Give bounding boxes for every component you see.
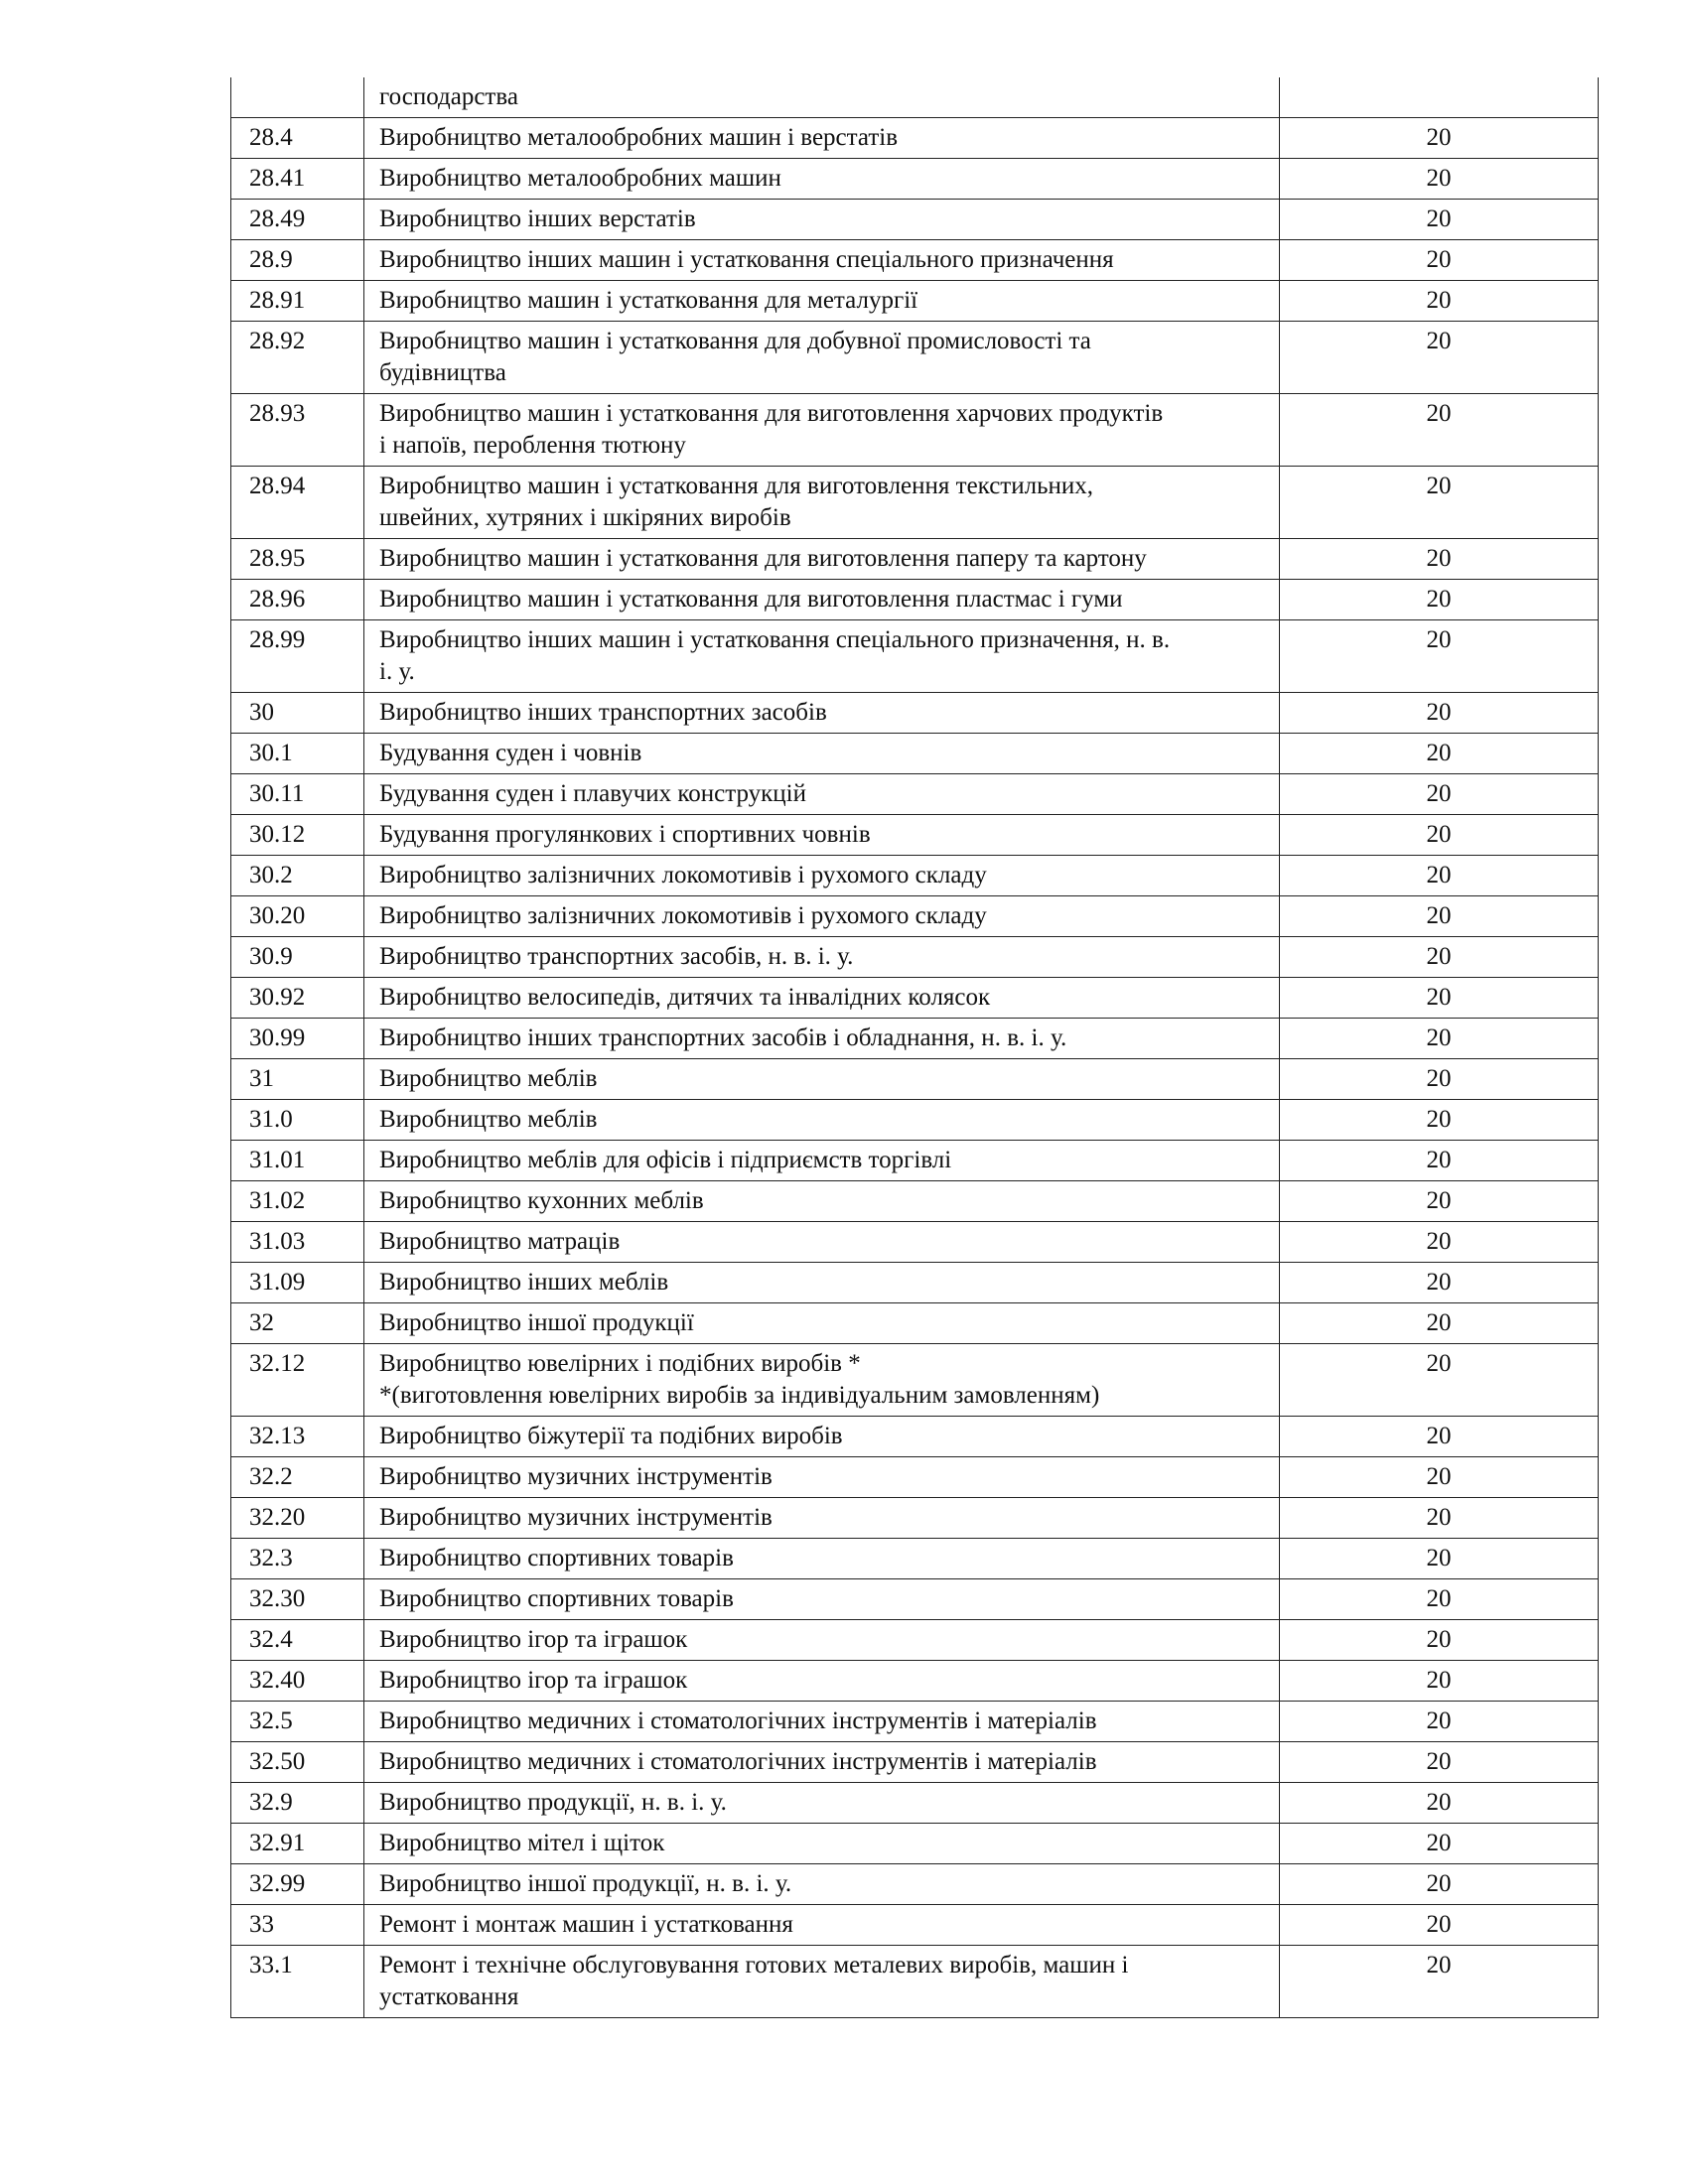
code-cell: 32.3 bbox=[231, 1539, 364, 1579]
code-cell: 31 bbox=[231, 1059, 364, 1100]
activity-name-cell bbox=[364, 1303, 1280, 1344]
rate-cell: 20 bbox=[1280, 1303, 1599, 1344]
code-cell: 30.99 bbox=[231, 1019, 364, 1059]
activity-name-line: Виробництво біжутерії та подібних виробів bbox=[379, 1423, 843, 1449]
table-row bbox=[231, 200, 1599, 240]
activity-name-line: Виробництво машин і устатковання для металургії bbox=[379, 287, 918, 314]
code-cell: 32.50 bbox=[231, 1742, 364, 1783]
activity-name-line: будівництва bbox=[379, 359, 506, 386]
rate-cell: 20 bbox=[1280, 1222, 1599, 1263]
rate-cell: 20 bbox=[1280, 1783, 1599, 1824]
table-row bbox=[231, 159, 1599, 200]
rate-cell: 20 bbox=[1280, 1946, 1599, 2018]
activity-name-line: Виробництво медичних і стоматологічних інструментів і матеріалів bbox=[379, 1748, 1097, 1775]
code-cell: 31.01 bbox=[231, 1141, 364, 1181]
activity-name-cell bbox=[364, 937, 1280, 978]
code-cell: 31.02 bbox=[231, 1181, 364, 1222]
activity-name-line: Виробництво меблів bbox=[379, 1106, 598, 1133]
rate-cell: 20 bbox=[1280, 937, 1599, 978]
code-cell bbox=[231, 77, 364, 118]
table-row bbox=[231, 1019, 1599, 1059]
code-cell: 28.49 bbox=[231, 200, 364, 240]
rate-cell: 20 bbox=[1280, 159, 1599, 200]
table-row bbox=[231, 1457, 1599, 1498]
rate-cell: 20 bbox=[1280, 1620, 1599, 1661]
code-cell: 28.93 bbox=[231, 394, 364, 467]
code-cell: 30.1 bbox=[231, 734, 364, 774]
activity-name-cell bbox=[364, 1344, 1280, 1417]
activity-name-line: швейних, хутряних і шкіряних виробів bbox=[379, 504, 791, 531]
activity-name-cell bbox=[364, 856, 1280, 896]
code-cell: 28.95 bbox=[231, 539, 364, 580]
activity-name-line: Будування суден і човнів bbox=[379, 740, 642, 766]
code-cell: 28.41 bbox=[231, 159, 364, 200]
activity-name-cell bbox=[364, 159, 1280, 200]
code-cell: 30.2 bbox=[231, 856, 364, 896]
table-row bbox=[231, 856, 1599, 896]
table-row bbox=[231, 1824, 1599, 1864]
code-cell: 28.96 bbox=[231, 580, 364, 620]
activity-name-cell bbox=[364, 1783, 1280, 1824]
activity-name-line: Виробництво ювелірних і подібних виробів * bbox=[379, 1350, 861, 1377]
activity-name-cell bbox=[364, 1539, 1280, 1579]
activity-name-cell bbox=[364, 978, 1280, 1019]
rate-cell: 20 bbox=[1280, 1824, 1599, 1864]
table-row bbox=[231, 1661, 1599, 1702]
rate-cell: 20 bbox=[1280, 896, 1599, 937]
rate-cell: 20 bbox=[1280, 1181, 1599, 1222]
table-row bbox=[231, 118, 1599, 159]
activity-name-cell bbox=[364, 620, 1280, 693]
activity-name-cell bbox=[364, 539, 1280, 580]
table-body bbox=[231, 77, 1599, 2018]
activity-name-line: Ремонт і монтаж машин і устатковання bbox=[379, 1911, 793, 1938]
table-row bbox=[231, 1864, 1599, 1905]
table-row bbox=[231, 394, 1599, 467]
table-row bbox=[231, 734, 1599, 774]
activity-name-cell bbox=[364, 1620, 1280, 1661]
code-cell: 31.0 bbox=[231, 1100, 364, 1141]
code-cell: 32.13 bbox=[231, 1417, 364, 1457]
activity-name-cell bbox=[364, 118, 1280, 159]
activity-name-line: Виробництво спортивних товарів bbox=[379, 1585, 734, 1612]
code-cell: 33 bbox=[231, 1905, 364, 1946]
table-row bbox=[231, 1742, 1599, 1783]
rate-cell: 20 bbox=[1280, 734, 1599, 774]
activity-name-cell bbox=[364, 1100, 1280, 1141]
activity-name-cell bbox=[364, 1263, 1280, 1303]
rate-cell: 20 bbox=[1280, 856, 1599, 896]
rate-cell: 20 bbox=[1280, 1579, 1599, 1620]
activity-name-cell: господарства bbox=[364, 77, 1280, 118]
activity-name-line: Виробництво інших транспортних засобів bbox=[379, 699, 827, 726]
activity-name-line: Виробництво машин і устатковання для виготовлення харчових продуктів bbox=[379, 400, 1164, 427]
table-row bbox=[231, 1181, 1599, 1222]
table-row bbox=[231, 539, 1599, 580]
table-row bbox=[231, 1498, 1599, 1539]
code-cell: 32.20 bbox=[231, 1498, 364, 1539]
table-row bbox=[231, 815, 1599, 856]
activity-name-line: Виробництво машин і устатковання для виготовлення паперу та картону bbox=[379, 545, 1147, 572]
table-row bbox=[231, 1222, 1599, 1263]
code-cell: 32.5 bbox=[231, 1702, 364, 1742]
table-row bbox=[231, 322, 1599, 394]
rate-cell: 20 bbox=[1280, 1457, 1599, 1498]
activity-name-cell bbox=[364, 580, 1280, 620]
rate-cell: 20 bbox=[1280, 1100, 1599, 1141]
activity-name-cell bbox=[364, 1417, 1280, 1457]
rate-cell: 20 bbox=[1280, 1344, 1599, 1417]
rate-cell: 20 bbox=[1280, 467, 1599, 539]
activity-name-line: Виробництво машин і устатковання для добувної промисловості та bbox=[379, 328, 1091, 354]
code-cell: 28.9 bbox=[231, 240, 364, 281]
activity-name-line: і напоїв, пероблення тютюну bbox=[379, 432, 686, 459]
activity-name-line: Виробництво медичних і стоматологічних інструментів і матеріалів bbox=[379, 1707, 1097, 1734]
activity-name-cell bbox=[364, 1946, 1280, 2018]
rate-cell: 20 bbox=[1280, 1059, 1599, 1100]
rate-cell: 20 bbox=[1280, 322, 1599, 394]
activity-name-line: Виробництво ігор та іграшок bbox=[379, 1667, 688, 1694]
table-row bbox=[231, 978, 1599, 1019]
activity-rates-table bbox=[230, 77, 1599, 2018]
activity-name-cell bbox=[364, 281, 1280, 322]
activity-name-line: Виробництво інших верстатів bbox=[379, 205, 696, 232]
activity-name-line: Виробництво матраців bbox=[379, 1228, 621, 1255]
table-row bbox=[231, 1620, 1599, 1661]
rate-cell: 20 bbox=[1280, 1141, 1599, 1181]
code-cell: 28.91 bbox=[231, 281, 364, 322]
activity-name-line: Будування суден і плавучих конструкцій bbox=[379, 780, 806, 807]
activity-name-line: Виробництво інших машин і устатковання спеціального призначення, н. в. bbox=[379, 626, 1171, 653]
activity-name-line: Виробництво іншої продукції, н. в. і. у. bbox=[379, 1870, 792, 1897]
activity-name-cell bbox=[364, 774, 1280, 815]
activity-name-cell bbox=[364, 1141, 1280, 1181]
rate-cell: 20 bbox=[1280, 200, 1599, 240]
rate-cell: 20 bbox=[1280, 1742, 1599, 1783]
table-row bbox=[231, 896, 1599, 937]
rate-cell: 20 bbox=[1280, 774, 1599, 815]
table-row bbox=[231, 1344, 1599, 1417]
activity-name-line: Виробництво мітел і щіток bbox=[379, 1830, 665, 1856]
activity-name-line: Виробництво ігор та іграшок bbox=[379, 1626, 688, 1653]
code-cell: 31.03 bbox=[231, 1222, 364, 1263]
table-row bbox=[231, 937, 1599, 978]
activity-name-cell bbox=[364, 1019, 1280, 1059]
code-cell: 30.9 bbox=[231, 937, 364, 978]
document-page bbox=[230, 77, 1594, 2018]
table-row bbox=[231, 1303, 1599, 1344]
table-row bbox=[231, 774, 1599, 815]
code-cell: 28.94 bbox=[231, 467, 364, 539]
activity-name-line: Ремонт і технічне обслуговування готових металевих виробів, машин і bbox=[379, 1952, 1129, 1979]
table-row bbox=[231, 467, 1599, 539]
code-cell: 32.40 bbox=[231, 1661, 364, 1702]
activity-name-line: Виробництво залізничних локомотивів і рухомого складу bbox=[379, 902, 987, 929]
rate-cell: 20 bbox=[1280, 978, 1599, 1019]
activity-name-line: Виробництво металообробних машин і верстатів bbox=[379, 124, 899, 151]
activity-name-line: Виробництво велосипедів, дитячих та інвалідних колясок bbox=[379, 984, 991, 1011]
activity-name-line: Виробництво машин і устатковання для виготовлення пластмас і гуми bbox=[379, 586, 1123, 613]
table-row bbox=[231, 1263, 1599, 1303]
code-cell: 32.12 bbox=[231, 1344, 364, 1417]
table-row bbox=[231, 1059, 1599, 1100]
code-cell: 30.92 bbox=[231, 978, 364, 1019]
activity-name-cell bbox=[364, 200, 1280, 240]
activity-name-line: Будування прогулянкових і спортивних човнів bbox=[379, 821, 871, 848]
activity-name-cell bbox=[364, 1181, 1280, 1222]
rate-cell: 20 bbox=[1280, 1905, 1599, 1946]
activity-name-cell bbox=[364, 734, 1280, 774]
table-row bbox=[231, 1905, 1599, 1946]
activity-name-cell bbox=[364, 1661, 1280, 1702]
code-cell: 31.09 bbox=[231, 1263, 364, 1303]
activity-name-line: Виробництво інших меблів bbox=[379, 1269, 669, 1296]
code-cell: 32.2 bbox=[231, 1457, 364, 1498]
rate-cell: 20 bbox=[1280, 1263, 1599, 1303]
activity-name-cell bbox=[364, 240, 1280, 281]
activity-name-cell bbox=[364, 1864, 1280, 1905]
activity-name-cell bbox=[364, 693, 1280, 734]
table-row bbox=[231, 693, 1599, 734]
code-cell: 28.99 bbox=[231, 620, 364, 693]
activity-name-line: Виробництво меблів bbox=[379, 1065, 598, 1092]
activity-name-line: Виробництво інших транспортних засобів і обладнання, н. в. і. у. bbox=[379, 1024, 1067, 1051]
code-cell: 32.4 bbox=[231, 1620, 364, 1661]
activity-name-line: Виробництво продукції, н. в. і. у. bbox=[379, 1789, 727, 1816]
code-cell: 32.30 bbox=[231, 1579, 364, 1620]
rate-cell: 20 bbox=[1280, 1661, 1599, 1702]
table-row bbox=[231, 240, 1599, 281]
table-row bbox=[231, 1783, 1599, 1824]
table-row bbox=[231, 580, 1599, 620]
rate-cell: 20 bbox=[1280, 539, 1599, 580]
activity-name-cell bbox=[364, 467, 1280, 539]
rate-cell: 20 bbox=[1280, 693, 1599, 734]
rate-cell: 20 bbox=[1280, 1498, 1599, 1539]
table-row bbox=[231, 620, 1599, 693]
table-row bbox=[231, 1100, 1599, 1141]
table-row bbox=[231, 1946, 1599, 2018]
rate-cell: 20 bbox=[1280, 1702, 1599, 1742]
activity-name-cell bbox=[364, 394, 1280, 467]
activity-name-cell bbox=[364, 1457, 1280, 1498]
code-cell: 30.20 bbox=[231, 896, 364, 937]
code-cell: 32.99 bbox=[231, 1864, 364, 1905]
rate-cell bbox=[1280, 77, 1599, 118]
activity-name-cell bbox=[364, 1905, 1280, 1946]
table-row bbox=[231, 1579, 1599, 1620]
activity-name-cell bbox=[364, 896, 1280, 937]
rate-cell: 20 bbox=[1280, 1417, 1599, 1457]
rate-cell: 20 bbox=[1280, 281, 1599, 322]
activity-name-line: і. у. bbox=[379, 658, 415, 685]
rate-cell: 20 bbox=[1280, 580, 1599, 620]
rate-cell: 20 bbox=[1280, 815, 1599, 856]
code-cell: 30.11 bbox=[231, 774, 364, 815]
rate-cell: 20 bbox=[1280, 1864, 1599, 1905]
activity-name-line: *(виготовлення ювелірних виробів за індивідуальним замовленням) bbox=[379, 1382, 1100, 1409]
code-cell: 32 bbox=[231, 1303, 364, 1344]
activity-name-line: Виробництво кухонних меблів bbox=[379, 1187, 704, 1214]
rate-cell: 20 bbox=[1280, 394, 1599, 467]
code-cell: 28.4 bbox=[231, 118, 364, 159]
code-cell: 28.92 bbox=[231, 322, 364, 394]
code-cell: 30.12 bbox=[231, 815, 364, 856]
activity-name-cell bbox=[364, 1579, 1280, 1620]
rate-cell: 20 bbox=[1280, 1539, 1599, 1579]
activity-name-line: Виробництво інших машин і устатковання спеціального призначення bbox=[379, 246, 1114, 273]
table-row bbox=[231, 1702, 1599, 1742]
rate-cell: 20 bbox=[1280, 240, 1599, 281]
activity-name-line: Виробництво металообробних машин bbox=[379, 165, 781, 192]
rate-cell: 20 bbox=[1280, 118, 1599, 159]
code-cell: 33.1 bbox=[231, 1946, 364, 2018]
rate-cell: 20 bbox=[1280, 620, 1599, 693]
activity-name-cell bbox=[364, 815, 1280, 856]
activity-name-line: Виробництво іншої продукції bbox=[379, 1309, 694, 1336]
activity-name-line: Виробництво музичних інструментів bbox=[379, 1504, 773, 1531]
rate-cell: 20 bbox=[1280, 1019, 1599, 1059]
table-row bbox=[231, 281, 1599, 322]
table-row-continued bbox=[231, 77, 1599, 118]
activity-name-line: Виробництво музичних інструментів bbox=[379, 1463, 773, 1490]
table-row bbox=[231, 1417, 1599, 1457]
activity-name-cell bbox=[364, 1498, 1280, 1539]
code-cell: 32.9 bbox=[231, 1783, 364, 1824]
activity-name-line: Виробництво машин і устатковання для виготовлення текстильних, bbox=[379, 473, 1093, 499]
activity-name-line: Виробництво залізничних локомотивів і рухомого складу bbox=[379, 862, 987, 888]
activity-name-cell bbox=[364, 1742, 1280, 1783]
activity-name-line: устатковання bbox=[379, 1983, 519, 2010]
table-row bbox=[231, 1141, 1599, 1181]
activity-name-line: Виробництво транспортних засобів, н. в. і. у. bbox=[379, 943, 854, 970]
activity-name-line: Виробництво спортивних товарів bbox=[379, 1545, 734, 1571]
activity-name-cell bbox=[364, 1222, 1280, 1263]
code-cell: 32.91 bbox=[231, 1824, 364, 1864]
activity-name-cell bbox=[364, 1059, 1280, 1100]
activity-name-cell bbox=[364, 322, 1280, 394]
activity-name-cell bbox=[364, 1824, 1280, 1864]
table-row bbox=[231, 1539, 1599, 1579]
activity-name-cell bbox=[364, 1702, 1280, 1742]
activity-name-line: Виробництво меблів для офісів і підприємств торгівлі bbox=[379, 1147, 952, 1173]
code-cell: 30 bbox=[231, 693, 364, 734]
